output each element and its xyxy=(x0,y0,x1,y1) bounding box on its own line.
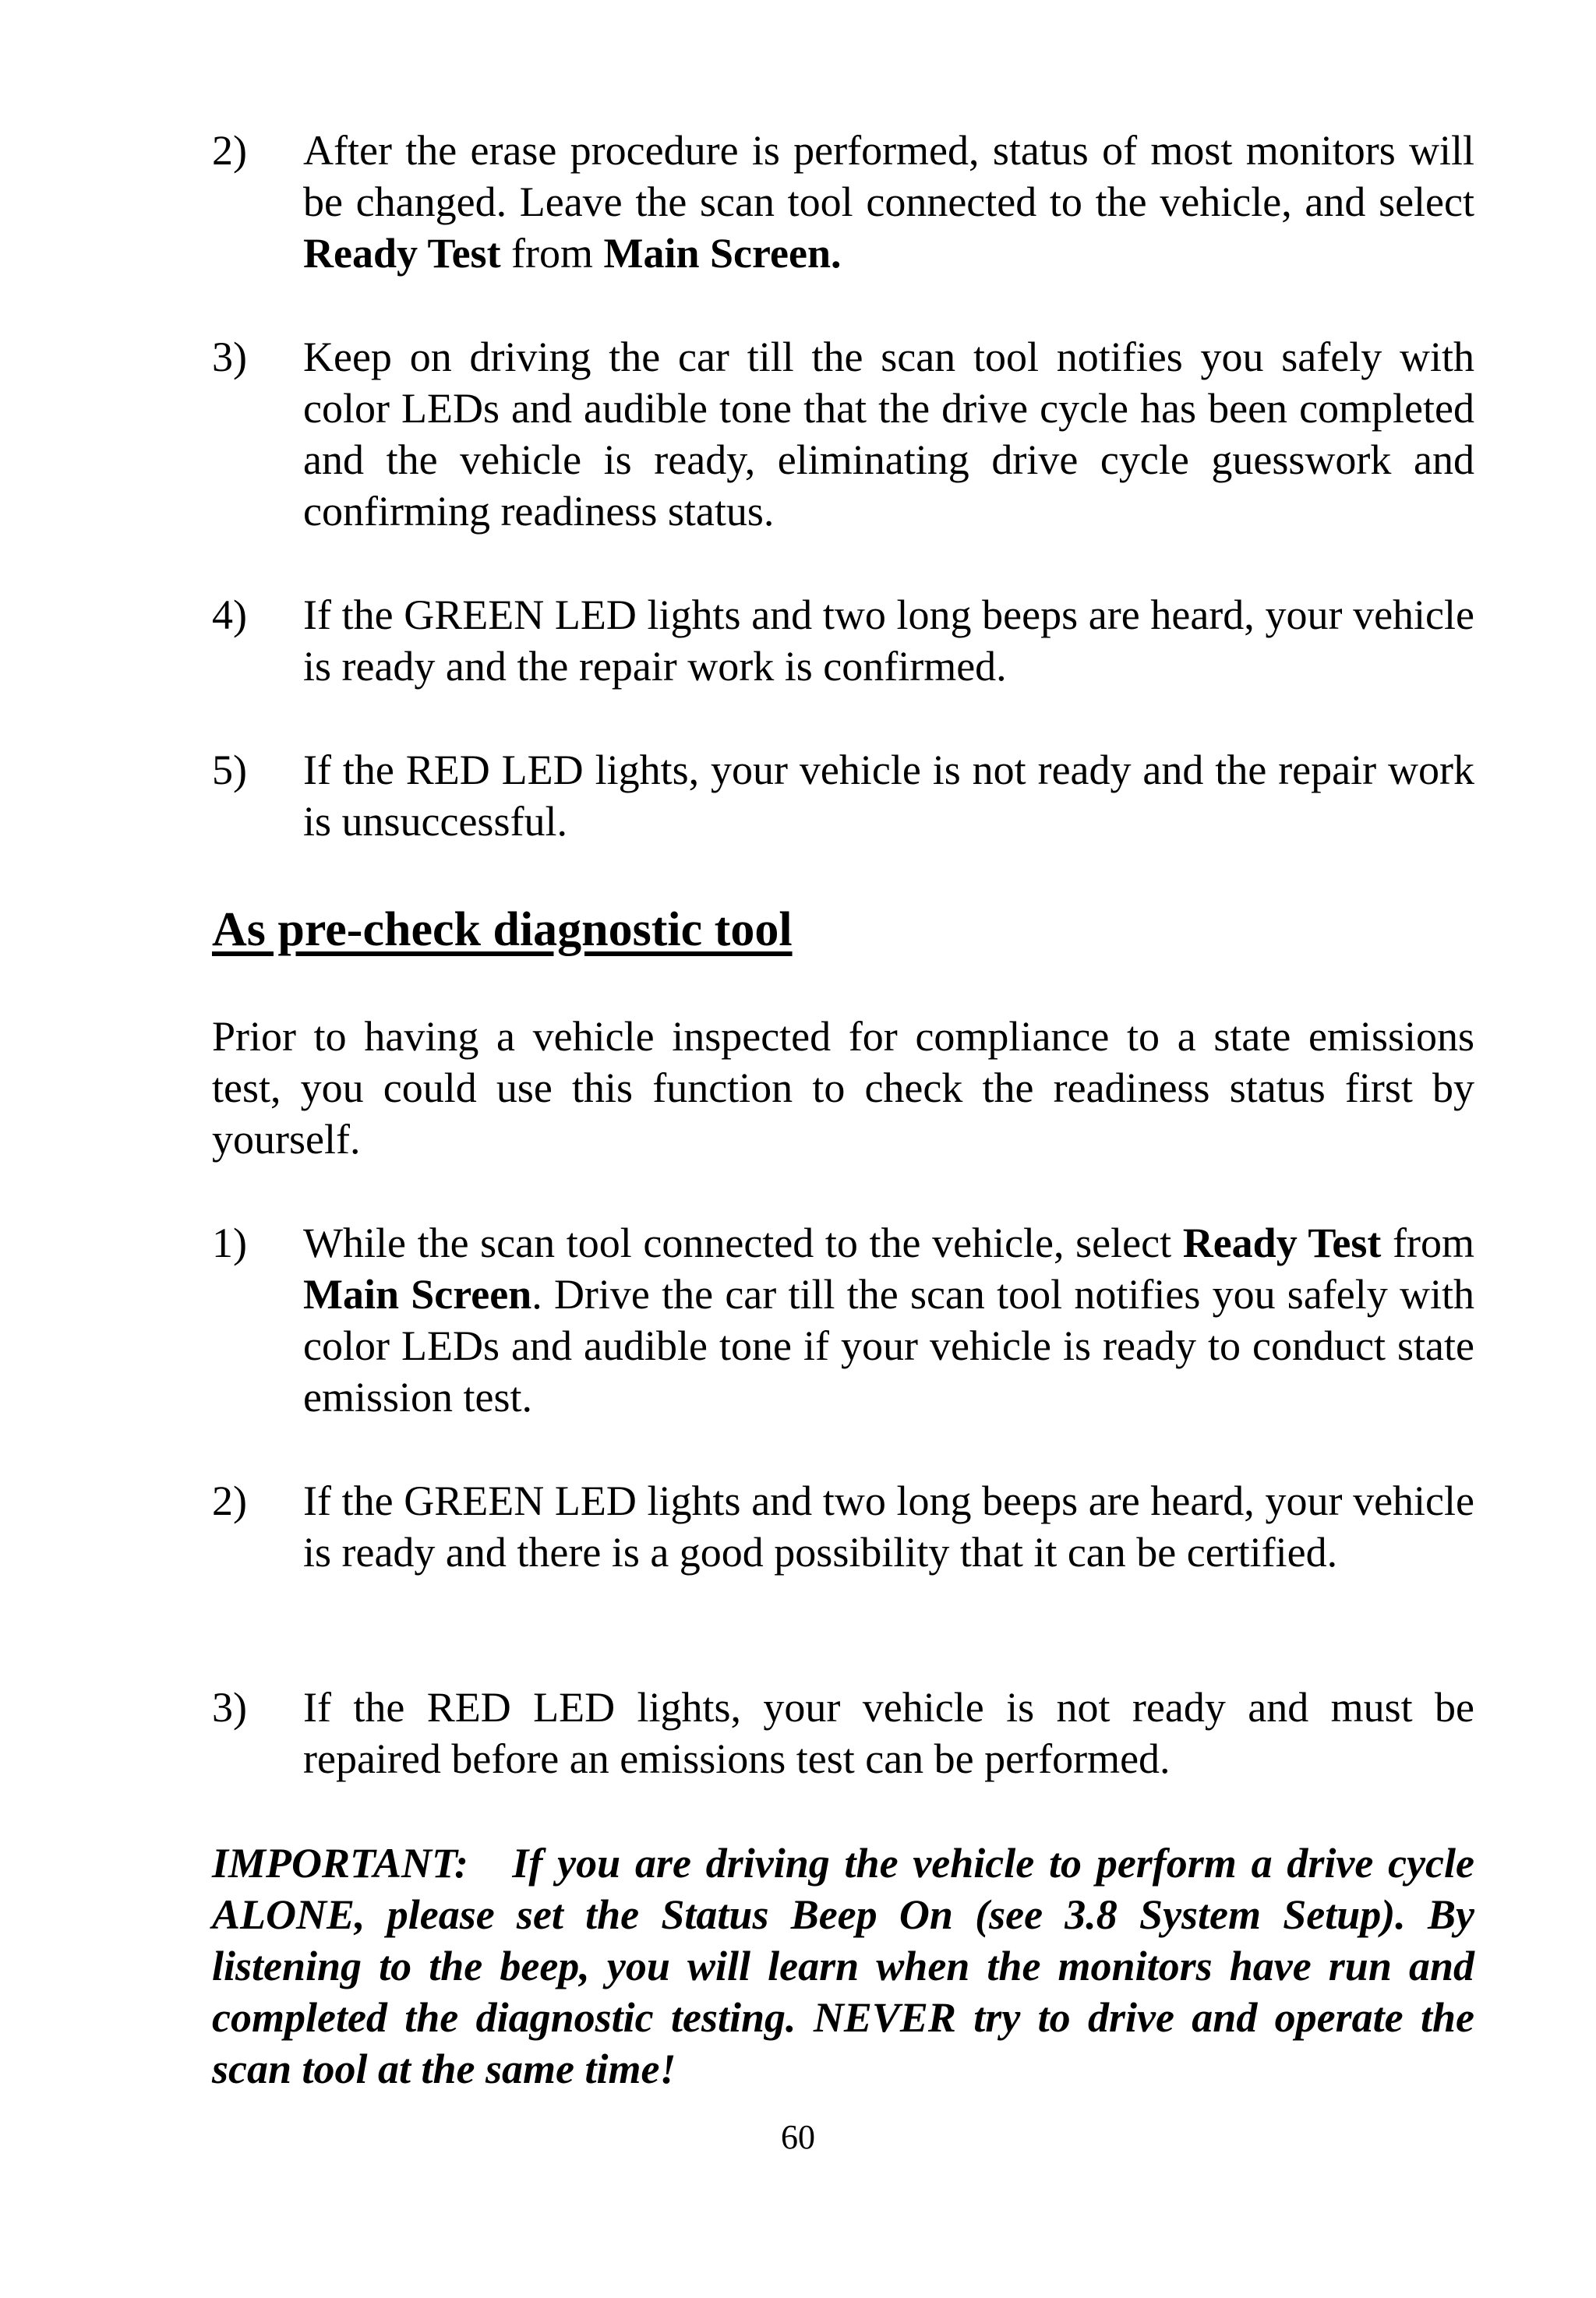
list-text: Keep on driving the car till the scan tool notifies you safely with color LEDs and audible tone that the drive cycle has been completed and the vehicle is ready, eliminating drive cycle guesswork and confirming readiness status. xyxy=(303,334,1474,535)
list-item xyxy=(212,589,1474,692)
list-number: 2) xyxy=(212,127,247,174)
list-text: If the GREEN LED lights and two long beeps are heard, your vehicle is ready and there is a good possibility that it can be certified. xyxy=(303,1477,1474,1576)
page-number: 60 xyxy=(781,2118,815,2156)
list-item xyxy=(212,125,1474,279)
main-screen-label: Main Screen. xyxy=(603,230,842,277)
important-note: IMPORTANT: If you are driving the vehicle to perform a drive cycle ALONE, please set the Status Beep On (see 3.8 System Setup). By listening to the beep, you will learn when the monitors have run and completed the diagnostic testing. NEVER try to drive and operate the scan tool at the same time! xyxy=(212,1840,1474,2092)
ready-test-label: Ready Test xyxy=(303,230,501,277)
intro-paragraph: Prior to having a vehicle inspected for compliance to a state emissions test, you could use this function to check the readiness status first by yourself. xyxy=(212,1013,1474,1163)
list-text: If the RED LED lights, your vehicle is not ready and the repair work is unsuccessful. xyxy=(303,747,1474,845)
list-number: 3) xyxy=(212,1684,247,1731)
list-text: If the RED LED lights, your vehicle is not ready and must be repaired before an emissions test can be performed. xyxy=(303,1684,1474,1782)
section-heading: As pre-check diagnostic tool xyxy=(212,903,793,956)
list-text: After the erase procedure is performed, status of most monitors will be changed. Leave the scan tool connected to the vehicle, and select Ready Test from Main Screen. xyxy=(303,127,1474,277)
main-screen-label: Main Screen xyxy=(303,1271,532,1318)
list-item xyxy=(212,744,1474,847)
list-number: 4) xyxy=(212,591,247,638)
list-number: 5) xyxy=(212,747,247,793)
ready-test-label: Ready Test xyxy=(1182,1220,1382,1266)
list-text: While the scan tool connected to the vehicle, select Ready Test from Main Screen. Drive the car till the scan tool notifies you safely with color LEDs and audible tone if your vehicle is ready to conduct state emission test. xyxy=(303,1220,1475,1421)
list-item xyxy=(212,331,1474,537)
list-number: 1) xyxy=(212,1220,247,1266)
list-number: 2) xyxy=(212,1477,247,1524)
list-item xyxy=(212,1682,1474,1784)
list-item xyxy=(212,1475,1474,1578)
list-item xyxy=(212,1217,1474,1423)
list-number: 3) xyxy=(212,334,247,380)
list-text: If the GREEN LED lights and two long beeps are heard, your vehicle is ready and the repair work is confirmed. xyxy=(303,591,1474,690)
